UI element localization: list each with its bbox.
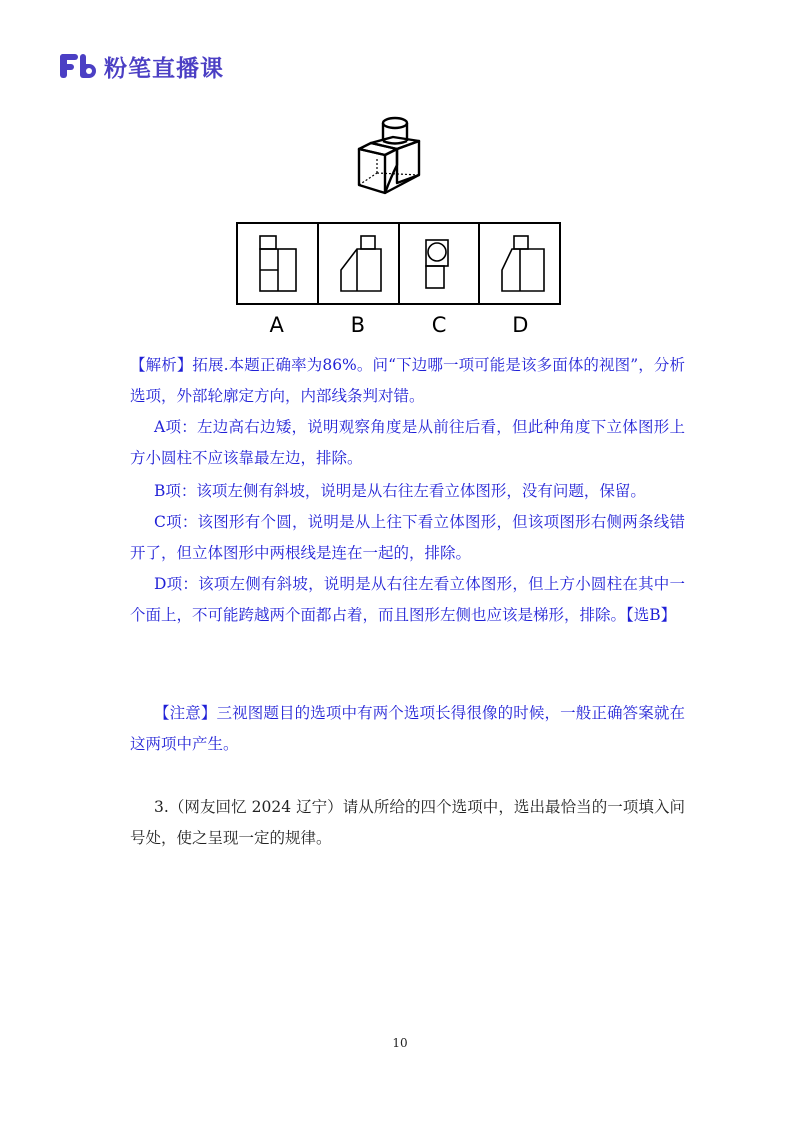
option-d-drawing — [480, 224, 560, 303]
question-3: 3.（网友回忆 2024 辽宁）请从所给的四个选项中，选出最恰当的一项填入问号处，使之呈现一定的规律。 — [130, 798, 685, 847]
analysis-option-a: A项：左边高右边矮，说明观察角度是从前往后看，但此种角度下立体图形上方小圆柱不应该靠最左边，排除。 — [130, 418, 685, 467]
option-label-b: B — [350, 313, 366, 337]
option-b-drawing — [319, 224, 399, 303]
analysis-option-b: B项：该项左侧有斜坡，说明是从右往左看立体图形，没有问题，保留。 — [154, 482, 646, 500]
option-labels — [236, 313, 561, 337]
brand-name: 粉笔直播课 — [104, 55, 224, 82]
option-b-view — [319, 224, 400, 303]
option-c-drawing — [400, 224, 480, 303]
analysis-option-d: D项：该项左侧有斜坡，说明是从右往左看立体图形，但上方小圆柱在其中一个面上，不可能跨越两个面都占着，而且图形左侧也应该是梯形，排除。【选B】 — [130, 575, 685, 624]
brand-logo — [58, 51, 224, 81]
analysis-option-c: C项：该图形有个圆，说明是从上往下看立体图形，但该项图形右侧两条线错开了，但立体图形中两根线是连在一起的，排除。 — [130, 513, 685, 562]
polyhedron-figure — [355, 113, 435, 203]
analysis-note: 【注意】三视图题目的选项中有两个选项长得很像的时候，一般正确答案就在这两项中产生。 — [130, 704, 685, 753]
options-panel — [236, 222, 561, 305]
option-a-view — [238, 224, 319, 303]
page-number: 10 — [392, 1036, 408, 1050]
option-d-view — [480, 224, 559, 303]
analysis-intro: 【解析】拓展.本题正确率为86%。问“下边哪一项可能是该多面体的视图”，分析选项，外部轮廓定方向，内部线条判对错。 — [130, 356, 685, 405]
option-label-a: A — [269, 313, 284, 337]
option-a-drawing — [238, 224, 318, 303]
option-c-view — [400, 224, 481, 303]
option-label-d: D — [512, 313, 529, 337]
fb-logo-icon — [58, 51, 98, 81]
option-label-c: C — [431, 313, 447, 337]
